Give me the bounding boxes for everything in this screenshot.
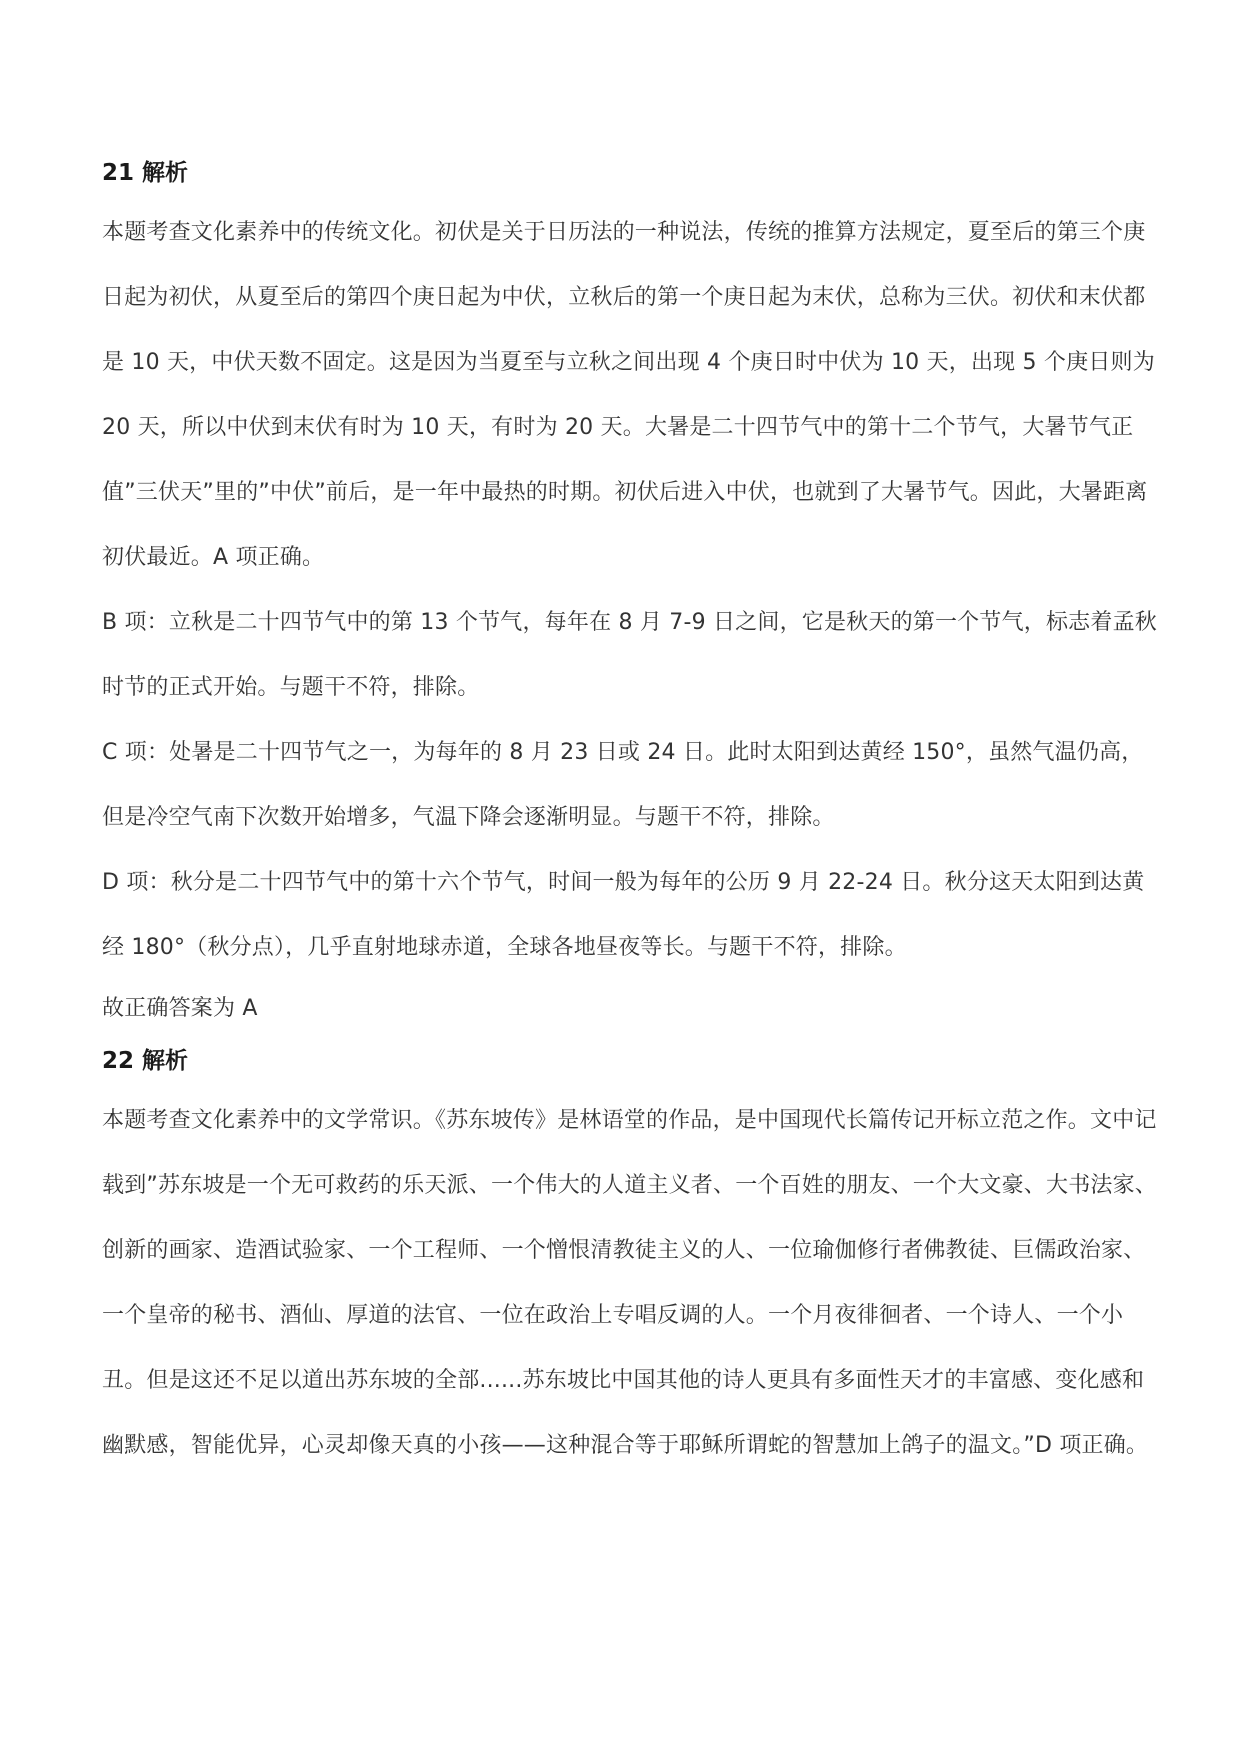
paragraph-option-b: B 项：立秋是二十四节气中的第 13 个节气，每年在 8 月 7-9 日之间，它是秋天的第一个节气，标志着孟秋时节的正式开始。与题干不符，排除。 [102, 610, 1157, 700]
section-heading: 21 解析 [102, 160, 189, 186]
section-22 [102, 1038, 1162, 1478]
paragraph-main: 本题考查文化素养中的传统文化。初伏是关于日历法的一种说法，传统的推算方法规定，夏至后的第三个庚日起为初伏，从夏至后的第四个庚日起为中伏，立秋后的第一个庚日起为末伏，总称为三伏。初伏和末伏都是 10 天，中伏天数不固定。这是因为当夏至与立秋之间出现 4 个庚日时中伏为 10 天，出现 5 个庚日则为 20 天，所以中伏到末伏有时为 10 天，有时为 20 天。大暑是二十四节气中的第十二个节气，大暑节气正值”三伏天”里的”中伏”前后，是一年中最热的时期。初伏后进入中伏，也就到了大暑节气。因此，大暑距离初伏最近。A 项正确。 [102, 220, 1155, 570]
paragraph-main: 本题考查文化素养中的文学常识。《苏东坡传》是林语堂的作品，是中国现代长篇传记开标立范之作。文中记载到”苏东坡是一个无可救药的乐天派、一个伟大的人道主义者、一个百姓的朋友、一个大文豪、大书法家、创新的画家、造酒试验家、一个工程师、一个憎恨清教徒主义的人、一位瑜伽修行者佛教徒、巨儒政治家、一个皇帝的秘书、酒仙、厚道的法官、一位在政治上专唱反调的人。一个月夜徘徊者、一个诗人、一个小丑。但是这还不足以道出苏东坡的全部......苏东坡比中国其他的诗人更具有多面性天才的丰富感、变化感和幽默感，智能优异，心灵却像天真的小孩——这种混合等于耶稣所谓蛇的智慧加上鸽子的温文。”D 项正确。 [102, 1108, 1158, 1458]
section-21 [102, 150, 1162, 1038]
paragraph-option-d: D 项：秋分是二十四节气中的第十六个节气，时间一般为每年的公历 9 月 22-24 日。秋分这天太阳到达黄经 180°（秋分点），几乎直射地球赤道，全球各地昼夜等长。与题干不符，排除。 [102, 870, 1145, 960]
paragraph-answer: 故正确答案为 A [102, 996, 258, 1021]
document-page [102, 150, 1162, 1478]
paragraph-option-c: C 项：处暑是二十四节气之一，为每年的 8 月 23 日或 24 日。此时太阳到达黄经 150°，虽然气温仍高，但是冷空气南下次数开始增多，气温下降会逐渐明显。与题干不符，排除。 [102, 740, 1144, 830]
section-heading: 22 解析 [102, 1048, 189, 1074]
